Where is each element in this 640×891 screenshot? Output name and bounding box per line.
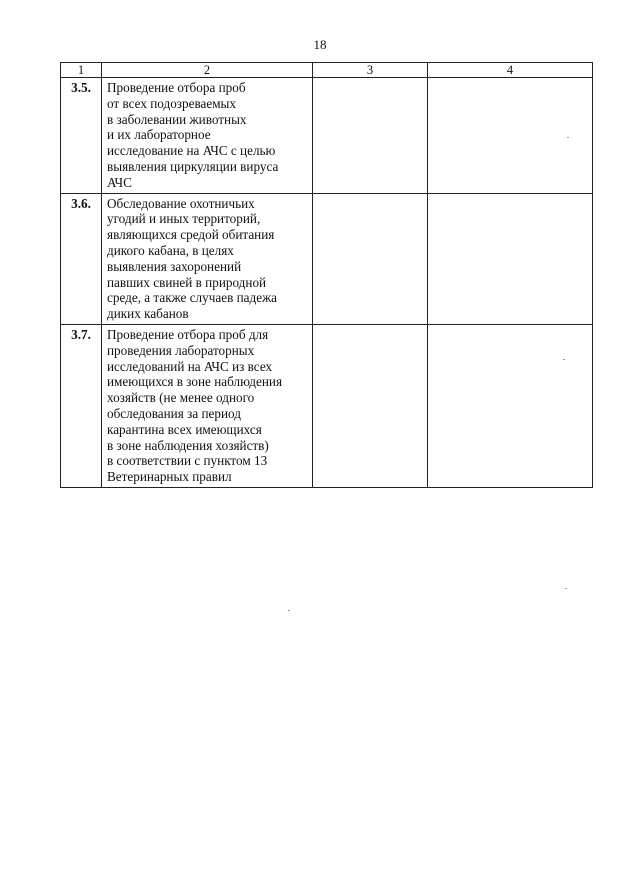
description-line: и их лабораторное: [107, 127, 211, 143]
page-number: 18: [313, 37, 327, 52]
description-line: исследование на АЧС с целью: [107, 143, 276, 159]
header-col-3: 3: [313, 63, 428, 78]
cell-col-4: [428, 78, 593, 194]
cell-col-4: [428, 193, 593, 324]
description-line: АЧС: [107, 174, 132, 190]
description-line: Проведение отбора проб: [107, 80, 246, 95]
scan-speck: [565, 588, 567, 589]
description-line: Обследование охотничьих: [107, 195, 255, 211]
description-line: исследований на АЧС из всех: [107, 358, 273, 374]
table-row: [61, 324, 593, 487]
description-line: Ветеринарных правил: [107, 469, 232, 485]
scan-speck: [567, 137, 569, 138]
description-line: имеющихся в зоне наблюдения: [107, 374, 283, 390]
description-line: угодий и иных территорий,: [107, 211, 261, 227]
cell-col-3: [313, 324, 428, 487]
header-col-4: 4: [428, 63, 593, 78]
table-row: [61, 193, 593, 324]
scan-speck: [288, 610, 290, 611]
measure-description: [102, 78, 313, 194]
description-line: проведения лабораторных: [107, 342, 255, 358]
scan-speck: [563, 359, 565, 360]
measures-table: [60, 62, 593, 488]
row-number: 3.7.: [61, 324, 102, 487]
description-line: павших свиней в природной: [107, 274, 267, 290]
table-header-row: [61, 63, 593, 78]
description-line: выявления циркуляции вируса: [107, 158, 279, 174]
description-line: в зоне наблюдения хозяйств): [107, 437, 269, 453]
description-line: в заболевании животных: [107, 111, 247, 127]
cell-col-4: [428, 324, 593, 487]
description-line: хозяйств (не менее одного: [107, 390, 255, 406]
description-line: среде, а также случаев падежа: [107, 290, 278, 306]
description-line: являющихся средой обитания: [107, 227, 275, 243]
cell-col-3: [313, 78, 428, 194]
description-line: карантина всех имеющихся: [107, 421, 262, 437]
description-line: дикого кабана, в целях: [107, 242, 234, 258]
row-number: 3.6.: [61, 193, 102, 324]
table-row: [61, 78, 593, 194]
description-line: диких кабанов: [107, 306, 189, 322]
description-line: выявления захоронений: [107, 258, 242, 274]
cell-col-3: [313, 193, 428, 324]
header-col-1: 1: [61, 63, 102, 78]
header-col-2: 2: [102, 63, 313, 78]
row-number: 3.5.: [61, 78, 102, 194]
measure-description: [102, 324, 313, 487]
description-line: в соответствии с пунктом 13: [107, 453, 268, 469]
measure-description: [102, 193, 313, 324]
description-line: от всех подозреваемых: [107, 95, 237, 111]
description-line: Проведение отбора проб для: [107, 326, 269, 342]
description-line: обследования за период: [107, 405, 241, 421]
